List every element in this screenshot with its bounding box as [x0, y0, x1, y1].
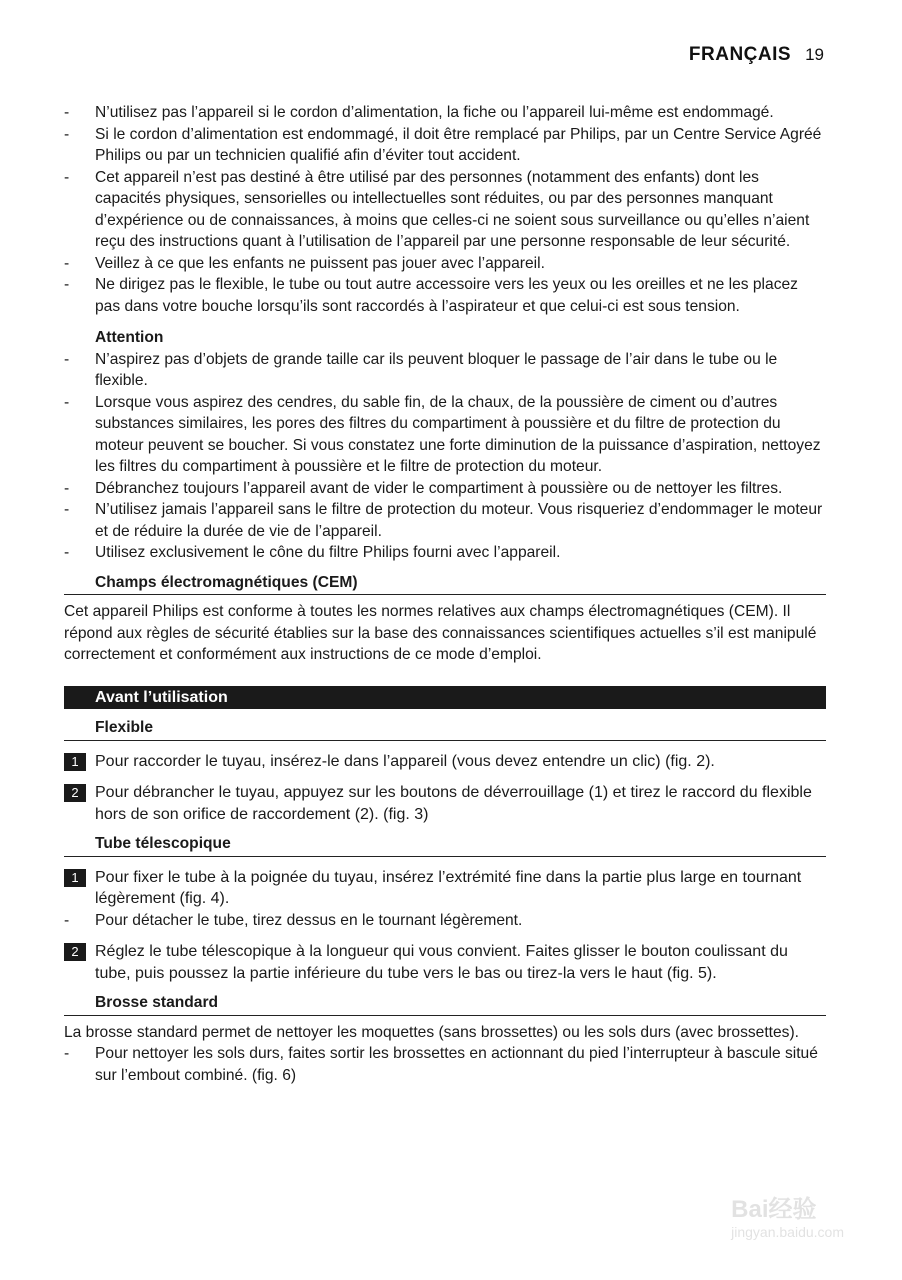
list-item-text: Si le cordon d’alimentation est endommagé, il doit être remplacé par Philips, par un Centre Service Agréé Philips ou par un technicien qualifié afin d’éviter tout accident. — [95, 125, 822, 164]
list-item — [64, 499, 826, 542]
brosse-paragraph: La brosse standard permet de nettoyer les moquettes (sans brossettes) ou les sols durs (avec brossettes). — [64, 1023, 799, 1041]
step-number: 1 — [64, 869, 86, 887]
list-item-text: N’utilisez jamais l’appareil sans le filtre de protection du moteur. Vous risqueriez d’endommager le moteur et de réduire la durée de vie de l’appareil. — [95, 501, 823, 540]
flexible-heading: Flexible — [64, 717, 826, 741]
section-bar-avant: Avant l’utilisation — [64, 686, 826, 710]
list-item — [64, 478, 826, 500]
list-item-text: Débranchez toujours l’appareil avant de vider le compartiment à poussière ou de nettoyer les filtres. — [95, 479, 783, 497]
list-item — [64, 392, 826, 478]
dash-marker: - — [64, 479, 70, 497]
page-content — [64, 102, 826, 1086]
cem-paragraph: Cet appareil Philips est conforme à toutes les normes relatives aux champs électromagnétiques (CEM). Il répond aux règles de sécurité établies sur la base des connaissances scientifiques actuelles s’il est manipulé correctement et conformément aux instructions de ce mode d’emploi. — [64, 603, 817, 663]
list-item-text: Lorsque vous aspirez des cendres, du sable fin, de la chaux, de la poussière de ciment ou d’autres substances similaires, les pores des filtres du compartiment à poussière et du filtre de protection du moteur peuvent se boucher. Si vous constatez une forte diminution de la puissance d’aspiration, nettoyez les filtres du compartiment à poussière et le filtre de protection du moteur. — [95, 393, 821, 475]
step-item — [64, 751, 826, 773]
list-item — [64, 253, 826, 275]
dash-marker: - — [64, 125, 70, 143]
step-number: 2 — [64, 784, 86, 802]
list-item-text: N’aspirez pas d’objets de grande taille car ils peuvent bloquer le passage de l’air dans le tube ou le flexible. — [95, 350, 778, 389]
step-text: Réglez le tube télescopique à la longueur qui vous convient. Faites glisser le bouton coulissant du tube, puis poussez la partie inférieure du tube vers le bas ou tirez-la vers le haut (fig. 5). — [95, 943, 788, 982]
dash-marker: - — [64, 501, 70, 518]
watermark-logo — [731, 1189, 844, 1240]
page-number: 19 — [805, 45, 824, 64]
list-item-text: Ne dirigez pas le flexible, le tube ou tout autre accessoire vers les yeux ou les oreilles et ne les placez pas dans votre bouche lorsqu’ils sont raccordés à l’aspirateur et que celui-ci est sous tension. — [95, 276, 798, 315]
step-number: 2 — [64, 943, 86, 961]
language-label: FRANÇAIS — [688, 44, 792, 65]
dash-marker: - — [64, 254, 70, 272]
dash-marker: - — [64, 276, 70, 293]
dash-marker: - — [64, 1045, 70, 1062]
list-item — [64, 1043, 826, 1086]
list-item-text: Pour nettoyer les sols durs, faites sortir les brossettes en actionnant du pied l’interrupteur à bascule situé sur l’embout combiné. (fig. 6) — [95, 1045, 818, 1084]
brosse-heading: Brosse standard — [64, 992, 826, 1016]
step-number: 1 — [64, 753, 86, 771]
cem-heading: Champs électromagnétiques (CEM) — [64, 572, 826, 596]
attention-heading: Attention — [95, 329, 164, 346]
list-item — [64, 274, 826, 317]
list-item-text: Veillez à ce que les enfants ne puissent pas jouer avec l’appareil. — [95, 254, 545, 272]
step-text: Pour débrancher le tuyau, appuyez sur les boutons de déverrouillage (1) et tirez le raccord du flexible hors de son orifice de raccordement (2). (fig. 3) — [95, 784, 812, 823]
list-item-text: Cet appareil n’est pas destiné à être utilisé par des personnes (notamment des enfants) dont les capacités physiques, sensorielles ou intellectuelles sont réduites, ou par des personnes manquant d’expérience ou de connaissances, à moins que celles-ci ne soient sous surveillance ou qu’elles n’aient reçu des instructions quant à l’utilisation de l’appareil par une personne responsable de leur sécurité. — [95, 168, 810, 250]
tube-heading: Tube télescopique — [64, 833, 826, 857]
dash-marker: - — [64, 168, 70, 186]
list-item-text: Pour détacher le tube, tirez dessus en le tournant légèrement. — [95, 911, 523, 929]
dash-marker: - — [64, 104, 70, 121]
list-item — [64, 910, 826, 932]
list-item — [64, 102, 826, 124]
dash-marker: - — [64, 393, 70, 411]
step-text: Pour fixer le tube à la poignée du tuyau, insérez l’extrémité fine dans la partie plus large en tournant légèrement (fig. 4). — [95, 868, 802, 907]
list-item — [64, 124, 826, 167]
dash-marker: - — [64, 911, 70, 929]
list-item-text: N’utilisez pas l’appareil si le cordon d’alimentation, la fiche ou l’appareil lui-même est endommagé. — [95, 104, 774, 121]
step-item — [64, 941, 826, 984]
step-text: Pour raccorder le tuyau, insérez-le dans l’appareil (vous devez entendre un clic) (fig. 2). — [95, 752, 715, 770]
list-item — [64, 349, 826, 392]
attention-list — [64, 349, 826, 564]
list-item — [64, 542, 826, 564]
watermark-url: jingyan.baidu.com — [731, 1224, 844, 1240]
warning-list — [64, 102, 826, 317]
step-item — [64, 782, 826, 825]
page-header — [689, 44, 824, 66]
list-item — [64, 167, 826, 253]
list-item-text: Utilisez exclusivement le cône du filtre Philips fourni avec l’appareil. — [95, 544, 561, 561]
dash-marker: - — [64, 544, 70, 561]
dash-marker: - — [64, 350, 70, 368]
step-item — [64, 867, 826, 910]
watermark-brand: Bai经验 — [731, 1196, 817, 1223]
